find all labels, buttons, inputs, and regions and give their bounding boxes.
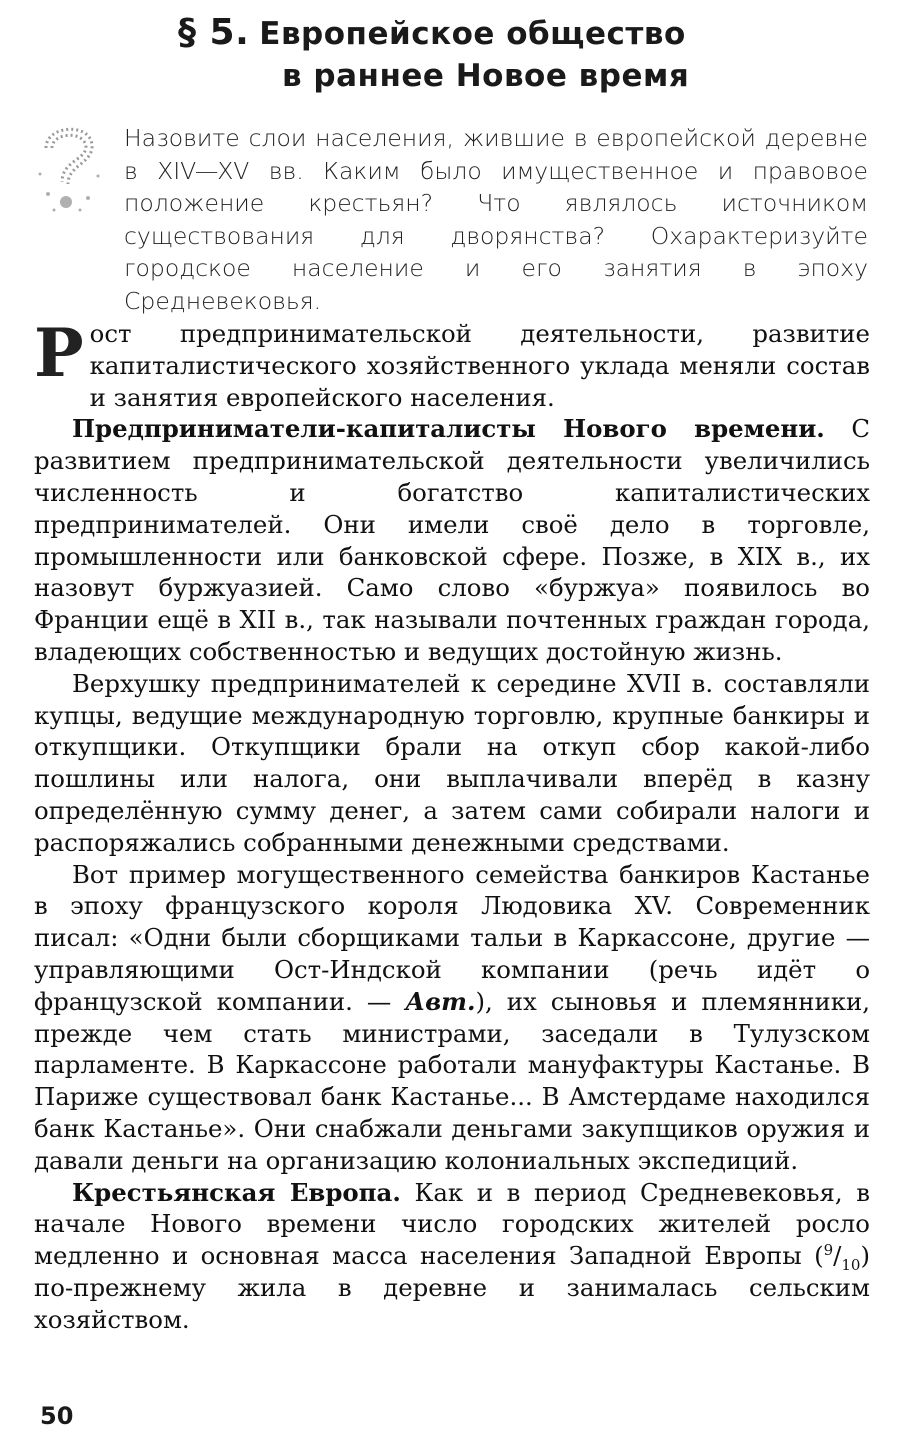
fraction-denominator: 10	[841, 1255, 861, 1274]
paragraph-5	[34, 1177, 870, 1336]
author-note: Авт.	[405, 986, 476, 1016]
paragraph-3	[34, 668, 870, 859]
paragraph-1-text: ост предпринимательской деятельности, развитие капиталистического хозяйственного уклада меняли состав и занятия европейского населения.	[89, 319, 870, 412]
paragraph-5-text-b: ) по-прежнему жила в деревне и занималась сельским хозяйством.	[34, 1241, 870, 1334]
paragraph-5-text-a: Как и в период Средневековья, в начале Нового времени число городских жителей росло медленно и основная масса населения Западной Европы (	[34, 1177, 870, 1271]
title-line-2: в раннее Новое время	[282, 58, 690, 94]
review-questions: Назовите слои населения, жившие в европейской деревне в XIV—XV вв. Каким было имущественное и правовое положение крестьян? Что являлось источником существования для дворянства? Охарактеризуйте городское население и его занятия в эпоху Средневековья.	[124, 124, 868, 315]
paragraph-4-text-a: Вот пример могущественного семейства банкиров Кастанье в эпоху французского короля Людовика XV. Современник писал: «Одни были сборщиками тальи в Каркассоне, другие — управляющими Ост-Индской компании (речь идёт о французской компании. —	[34, 859, 870, 1016]
paragraph-2	[34, 413, 870, 667]
body-text	[34, 314, 871, 1336]
section-mark: § 5.	[178, 12, 250, 53]
subheading-peasant-europe: Крестьянская Европа.	[72, 1177, 401, 1207]
paragraph-4	[34, 859, 870, 1177]
title-line-1: Европейское общество	[259, 16, 686, 52]
drop-cap: Р	[34, 314, 84, 392]
paragraph-4-text-b: ), их сыновья и племянники, прежде чем стать министрами, заседали в Тулузском парламенте. В Каркассоне работали мануфактуры Кастанье. В Париже существовал банк Кастанье... В Амстердаме находился банк Кастанье». Они снабжали деньгами закупщиков оружия и давали деньги на организацию колониальных экспедиций.	[34, 986, 870, 1175]
paragraph-2-text: С развитием предпринимательской деятельности увеличились численность и богатство капиталистических предпринимателей. Они имели своё дело в торговле, промышленности или банковской сфере. Позже, в XIX в., их назовут буржуазией. Само слово «буржуа» появилось во Франции ещё в XII в., так называли почтенных граждан города, владеющих собственностью и ведущих достойную жизнь.	[34, 414, 871, 666]
question-mark-icon	[28, 118, 108, 218]
paragraph-3-text: Верхушку предпринимателей к середине XVII в. составляли купцы, ведущие международную торговлю, крупные банкиры и откупщики. Откупщики брали на откуп сбор какой-либо пошлины или налога, они выплачивали вперёд в казну определённую сумму денег, а затем сами собирали налоги и распоряжались собранными денежными средствами.	[34, 668, 870, 857]
subheading-entrepreneurs: Предприниматели-капиталисты Нового времени.	[72, 414, 825, 444]
section-title	[150, 12, 790, 97]
paragraph-1	[34, 314, 870, 413]
page-number: 50	[40, 1402, 74, 1430]
fraction: $^9/_{10}$	[823, 1240, 861, 1274]
fraction-numerator: 9	[823, 1240, 834, 1259]
